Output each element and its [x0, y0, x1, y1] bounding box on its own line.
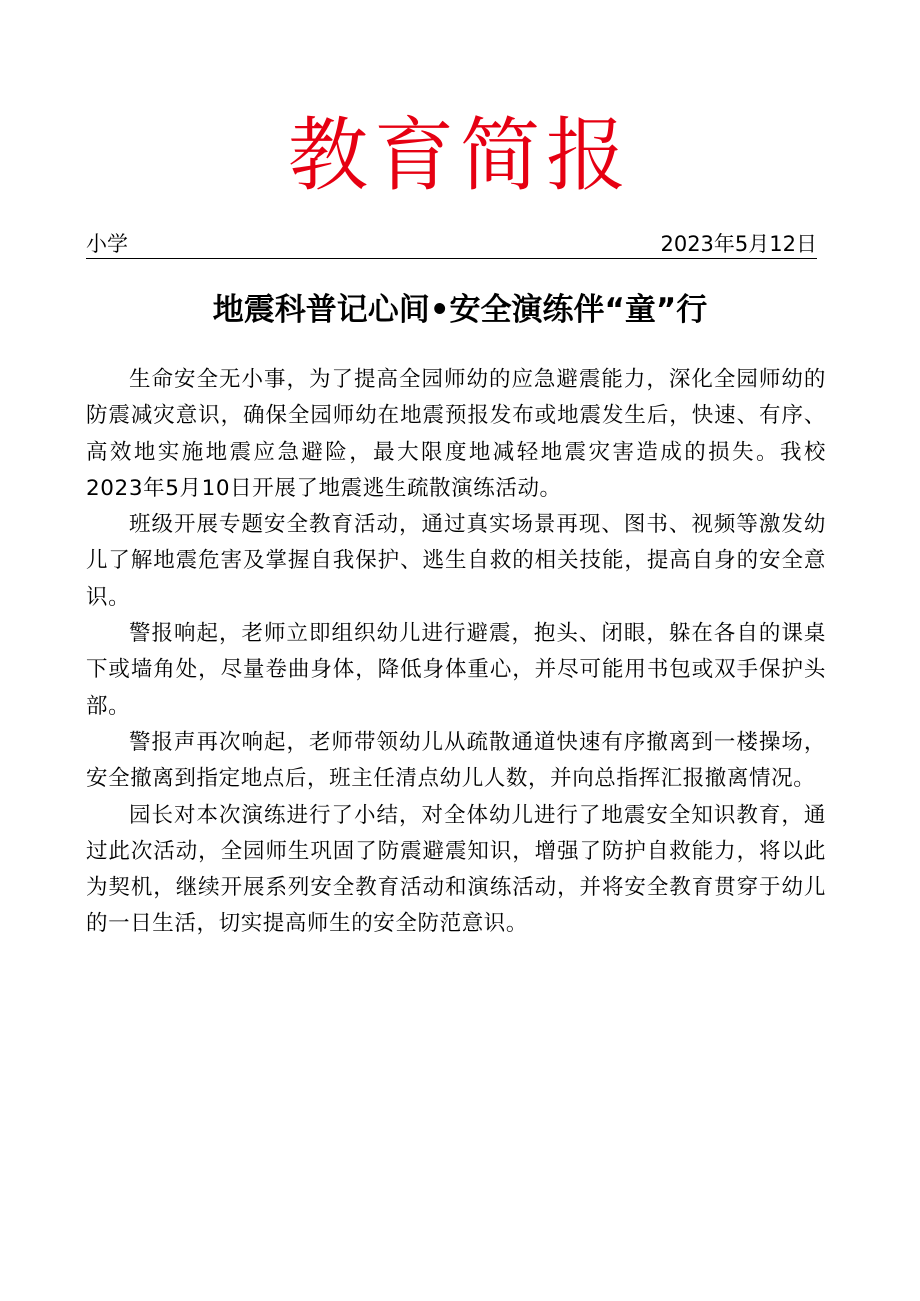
issue-info-line: [86, 230, 817, 259]
article-paragraph-1: 生命安全无小事，为了提高全园师幼的应急避震能力，深化全园师幼的防震减灾意识，确保全园师幼在地震预报发布或地震发生后，快速、有序、高效地实施地震应急避险，最大限度地减轻地震灾害造成的损失。我校2023年5月10日开展了地震逃生疏散演练活动。: [86, 367, 826, 501]
article-body: [86, 362, 826, 943]
issue-date: 2023年5月12日: [660, 232, 817, 256]
article-headline: 地震科普记心间•安全演练伴“童”行: [212, 292, 708, 328]
school-name: 小学: [86, 232, 128, 256]
masthead-title: 教育简报: [288, 109, 632, 202]
article-paragraph-5: 园长对本次演练进行了小结，对全体幼儿进行了地震安全知识教育，通过此次活动，全园师生巩固了防震避震知识，增强了防护自救能力，将以此为契机，继续开展系列安全教育活动和演练活动，并将安全教育贯穿于幼儿的一日生活，切实提高师生的安全防范意识。: [86, 802, 826, 937]
article-paragraph-3: 警报响起，老师立即组织幼儿进行避震，抱头、闭眼，躲在各自的课桌下或墙角处，尽量卷曲身体，降低身体重心，并尽可能用书包或双手保护头部。: [86, 621, 826, 719]
article-paragraph-4: 警报声再次响起，老师带领幼儿从疏散通道快速有序撤离到一楼操场，安全撤离到指定地点后，班主任清点幼儿人数，并向总指挥汇报撤离情况。: [86, 729, 826, 792]
article-paragraph-2: 班级开展专题安全教育活动，通过真实场景再现、图书、视频等激发幼儿了解地震危害及掌握自我保护、逃生自救的相关技能，提高自身的安全意识。: [86, 512, 826, 610]
